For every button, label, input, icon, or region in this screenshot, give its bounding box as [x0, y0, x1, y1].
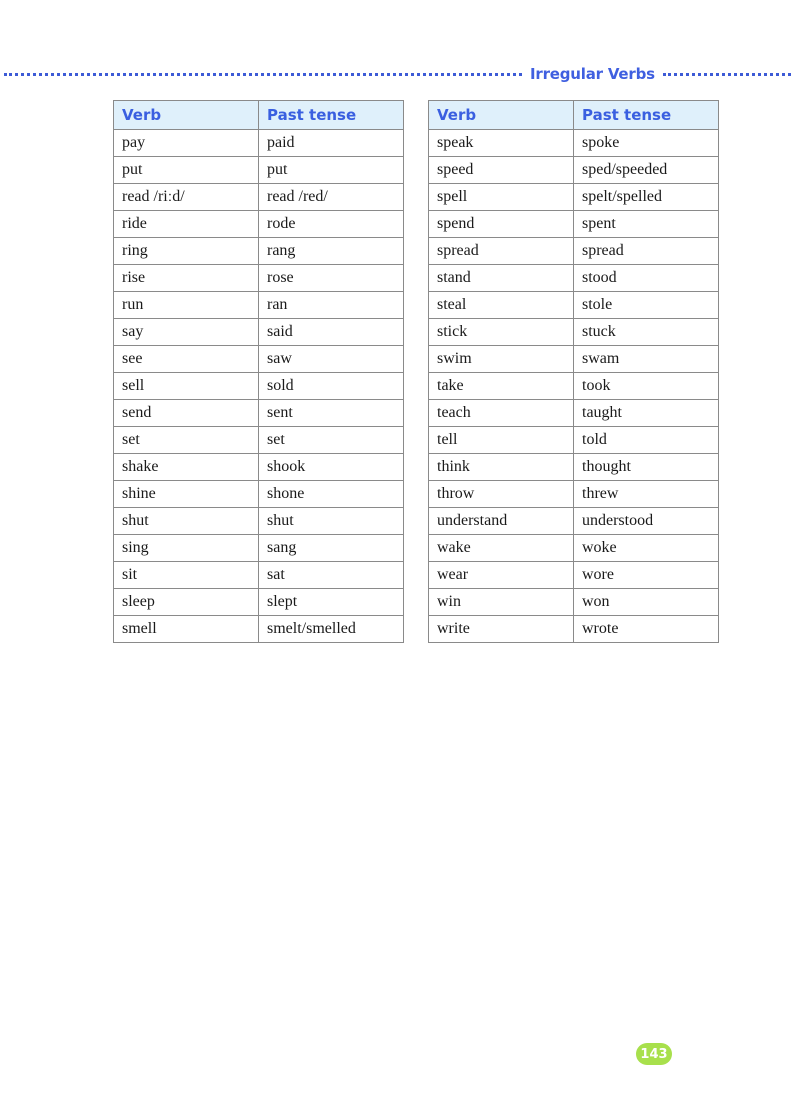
table-row [114, 589, 404, 616]
past-tense-cell: stuck [574, 319, 719, 346]
table-row [429, 427, 719, 454]
table-row [429, 319, 719, 346]
verb-cell: teach [429, 400, 574, 427]
verb-cell: stand [429, 265, 574, 292]
verb-cell: see [114, 346, 259, 373]
verb-cell: stick [429, 319, 574, 346]
verb-cell: shake [114, 454, 259, 481]
table-row [429, 508, 719, 535]
dotted-rule-left [4, 73, 522, 76]
column-header-verb: Verb [429, 101, 574, 130]
table-row [114, 265, 404, 292]
verb-cell: steal [429, 292, 574, 319]
table-row [429, 562, 719, 589]
verb-cell: smell [114, 616, 259, 643]
table-row [429, 400, 719, 427]
past-tense-cell: sang [259, 535, 404, 562]
past-tense-cell: sat [259, 562, 404, 589]
verb-cell: take [429, 373, 574, 400]
verb-cell: pay [114, 130, 259, 157]
dotted-rule-right [663, 73, 791, 76]
verb-cell: win [429, 589, 574, 616]
past-tense-cell: rang [259, 238, 404, 265]
section-title: Irregular Verbs [530, 65, 655, 83]
past-tense-cell: rode [259, 211, 404, 238]
table-row [429, 184, 719, 211]
table-row [429, 454, 719, 481]
verb-cell: think [429, 454, 574, 481]
table-row [114, 292, 404, 319]
past-tense-cell: shone [259, 481, 404, 508]
table-row [429, 157, 719, 184]
column-header-verb: Verb [114, 101, 259, 130]
verb-cell: put [114, 157, 259, 184]
past-tense-cell: paid [259, 130, 404, 157]
verb-cell: spread [429, 238, 574, 265]
table-row [429, 481, 719, 508]
past-tense-cell: slept [259, 589, 404, 616]
verb-cell: swim [429, 346, 574, 373]
past-tense-cell: shut [259, 508, 404, 535]
verb-cell: spend [429, 211, 574, 238]
past-tense-cell: threw [574, 481, 719, 508]
table-row [429, 292, 719, 319]
verb-cell: run [114, 292, 259, 319]
verb-cell: shut [114, 508, 259, 535]
past-tense-cell: taught [574, 400, 719, 427]
table-row [114, 616, 404, 643]
table-row [114, 454, 404, 481]
table-row [429, 346, 719, 373]
table-row [114, 427, 404, 454]
past-tense-cell: read /red/ [259, 184, 404, 211]
verbs-table-right [428, 100, 719, 643]
verb-cell: say [114, 319, 259, 346]
table-body [114, 130, 404, 643]
past-tense-cell: said [259, 319, 404, 346]
table-row [114, 508, 404, 535]
past-tense-cell: spelt/spelled [574, 184, 719, 211]
table-header-row [114, 101, 404, 130]
verb-cell: read /riːd/ [114, 184, 259, 211]
table-row [429, 589, 719, 616]
table-row [114, 481, 404, 508]
table-row [429, 238, 719, 265]
table-row [114, 319, 404, 346]
past-tense-cell: understood [574, 508, 719, 535]
table-row [114, 373, 404, 400]
verb-cell: send [114, 400, 259, 427]
past-tense-cell: spent [574, 211, 719, 238]
table-body [429, 130, 719, 643]
table-row [429, 616, 719, 643]
table-row [114, 157, 404, 184]
verb-cell: sit [114, 562, 259, 589]
verb-cell: speak [429, 130, 574, 157]
past-tense-cell: stood [574, 265, 719, 292]
verb-cell: ride [114, 211, 259, 238]
verb-cell: sell [114, 373, 259, 400]
table-row [114, 184, 404, 211]
verb-cell: sing [114, 535, 259, 562]
verb-cell: write [429, 616, 574, 643]
verb-cell: sleep [114, 589, 259, 616]
table-row [429, 265, 719, 292]
past-tense-cell: shook [259, 454, 404, 481]
table-row [114, 346, 404, 373]
past-tense-cell: woke [574, 535, 719, 562]
table-row [114, 562, 404, 589]
table-header-row [429, 101, 719, 130]
past-tense-cell: stole [574, 292, 719, 319]
past-tense-cell: sold [259, 373, 404, 400]
verb-cell: shine [114, 481, 259, 508]
verb-cell: spell [429, 184, 574, 211]
past-tense-cell: wore [574, 562, 719, 589]
verb-cell: tell [429, 427, 574, 454]
past-tense-cell: rose [259, 265, 404, 292]
past-tense-cell: took [574, 373, 719, 400]
page-number-badge: 143 [636, 1043, 672, 1065]
past-tense-cell: told [574, 427, 719, 454]
past-tense-cell: saw [259, 346, 404, 373]
table-row [429, 130, 719, 157]
past-tense-cell: spread [574, 238, 719, 265]
table-row [429, 211, 719, 238]
table-row [114, 535, 404, 562]
past-tense-cell: swam [574, 346, 719, 373]
verb-cell: speed [429, 157, 574, 184]
table-row [429, 373, 719, 400]
verbs-table-left [113, 100, 404, 643]
verb-cell: set [114, 427, 259, 454]
verb-cell: wear [429, 562, 574, 589]
past-tense-cell: set [259, 427, 404, 454]
column-header-past-tense: Past tense [259, 101, 404, 130]
table-row [114, 238, 404, 265]
past-tense-cell: put [259, 157, 404, 184]
verb-cell: understand [429, 508, 574, 535]
past-tense-cell: wrote [574, 616, 719, 643]
past-tense-cell: ran [259, 292, 404, 319]
verb-cell: throw [429, 481, 574, 508]
past-tense-cell: sent [259, 400, 404, 427]
verb-cell: rise [114, 265, 259, 292]
table-row [429, 535, 719, 562]
verb-cell: ring [114, 238, 259, 265]
section-header [0, 62, 800, 86]
past-tense-cell: thought [574, 454, 719, 481]
past-tense-cell: spoke [574, 130, 719, 157]
table-row [114, 400, 404, 427]
column-header-past-tense: Past tense [574, 101, 719, 130]
past-tense-cell: sped/speeded [574, 157, 719, 184]
verb-cell: wake [429, 535, 574, 562]
past-tense-cell: won [574, 589, 719, 616]
table-row [114, 211, 404, 238]
table-row [114, 130, 404, 157]
past-tense-cell: smelt/smelled [259, 616, 404, 643]
